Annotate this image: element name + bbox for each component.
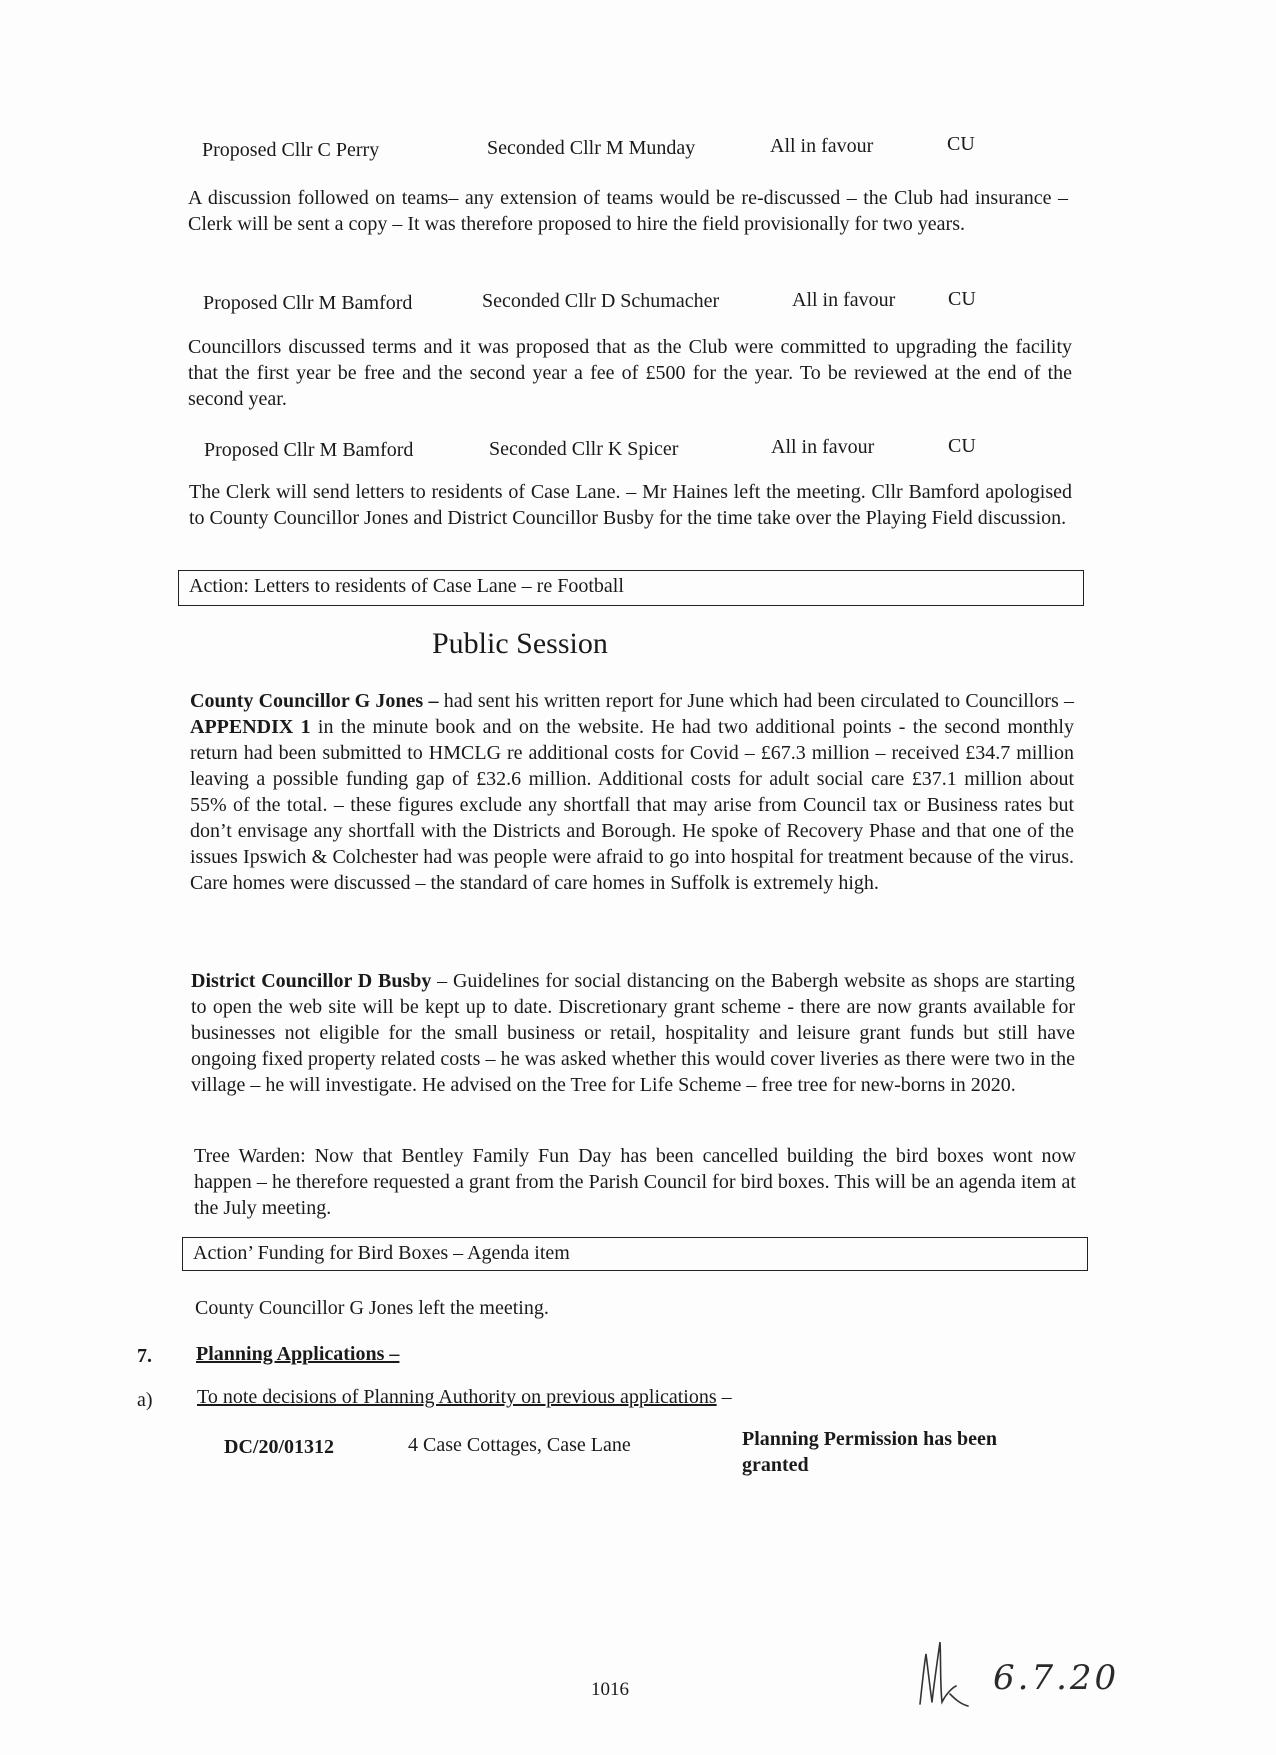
action-text: Action: Letters to residents of Case Lane – re Football (189, 575, 624, 597)
vote-line (0, 290, 1276, 316)
application-reference: DC/20/01312 (224, 1436, 334, 1458)
action-box-football (178, 570, 1084, 606)
vote-code: CU (947, 133, 975, 155)
seconded-by: Seconded Cllr D Schumacher (482, 290, 720, 312)
action-text: Action’ Funding for Bird Boxes – Agenda item (193, 1242, 570, 1264)
paragraph-tree-warden: Tree Warden: Now that Bentley Family Fun Day has been cancelled building the bird boxes wont now happen – he therefore requested a grant from the Parish Council for bird boxes. This will be an agenda item at the July meeting. (194, 1145, 1076, 1219)
councillor-name: District Councillor D Busby (191, 970, 432, 992)
seconded-by: Seconded Cllr M Munday (487, 137, 696, 159)
application-decision: Planning Permission has been granted (742, 1428, 998, 1476)
vote-code: CU (948, 435, 976, 457)
handwritten-initials (910, 1636, 980, 1716)
paragraph-letters: The Clerk will send letters to residents of Case Lane. – Mr Haines left the meeting. Cllr Bamford apologised to County Councillor Jones and District Councillor Busby for the time take over the Playing Field discussion. (189, 481, 1072, 529)
sub-item-heading (197, 1384, 732, 1410)
proposed-by: Proposed Cllr C Perry (202, 139, 380, 161)
seconded-by: Seconded Cllr K Spicer (489, 438, 679, 460)
sub-item-title: To note decisions of Planning Authority on previous applications (197, 1386, 717, 1408)
application-address: 4 Case Cottages, Case Lane (408, 1434, 631, 1456)
signature-date: 6.7.20 (993, 1658, 1120, 1698)
proposed-by: Proposed Cllr M Bamford (204, 439, 414, 461)
paragraph-terms: Councillors discussed terms and it was proposed that as the Club were committed to upgrading the facility that the first year be free and the second year a fee of £500 for the year. To be reviewed at the end of the second year. (188, 336, 1072, 410)
vote-code: CU (948, 288, 976, 310)
vote-result: All in favour (771, 436, 875, 458)
report-text: – Guidelines for social distancing on the Babergh website as shops are starting to open the web site will be kept up to date. Discretionary grant scheme - there are now grants available for businesses not eligible for the small business or retail, hospitality and leisure grant funds but still have ongoing fixed property related costs – he was asked whether this would cover liveries as there were two in the village – he will investigate. He advised on the Tree for Life Scheme – free tree for new-borns in 2020. (191, 970, 1075, 1096)
paragraph-county-councillor-report (190, 688, 1074, 896)
vote-line (0, 437, 1276, 463)
item-title: Planning Applications – (196, 1343, 400, 1365)
meeting-note: County Councillor G Jones left the meeting. (195, 1297, 549, 1319)
sub-item-dash: – (716, 1386, 732, 1408)
vote-result: All in favour (770, 135, 874, 157)
appendix-reference: APPENDIX 1 (190, 716, 311, 738)
page-number: 1016 (591, 1679, 629, 1700)
vote-result: All in favour (792, 289, 896, 311)
sub-item-letter: a) (137, 1389, 153, 1411)
vote-line (0, 133, 1276, 163)
paragraph-teams: A discussion followed on teams– any extension of teams would be re-discussed – the Club had insurance – Clerk will be sent a copy – It was therefore proposed to hire the field provisionally for two years. (188, 187, 1068, 235)
paragraph-district-councillor-report (191, 968, 1075, 1098)
report-text: had sent his written report for June which had been circulated to Councillors – (438, 690, 1074, 712)
section-heading: Public Session (432, 627, 608, 660)
councillor-name: County Councillor G Jones – (190, 690, 439, 712)
item-number: 7. (137, 1345, 152, 1367)
action-box-bird-boxes (182, 1237, 1088, 1271)
proposed-by: Proposed Cllr M Bamford (203, 292, 413, 314)
report-text: in the minute book and on the website. He had two additional points - the second monthly return had been submitted to HMCLG re additional costs for Covid – £67.3 million – received £34.7 million leaving a possible funding gap of £32.6 million. Additional costs for adult social care £37.1 million about 55% of the total. – these figures exclude any shortfall that may arise from Council tax or Business rates but don’t envisage any shortfall with the Districts and Borough. He spoke of Recovery Phase and that one of the issues Ipswich & Colchester had was people were afraid to go into hospital for treatment because of the virus. Care homes were discussed – the standard of care homes in Suffolk is extremely high. (190, 716, 1074, 894)
